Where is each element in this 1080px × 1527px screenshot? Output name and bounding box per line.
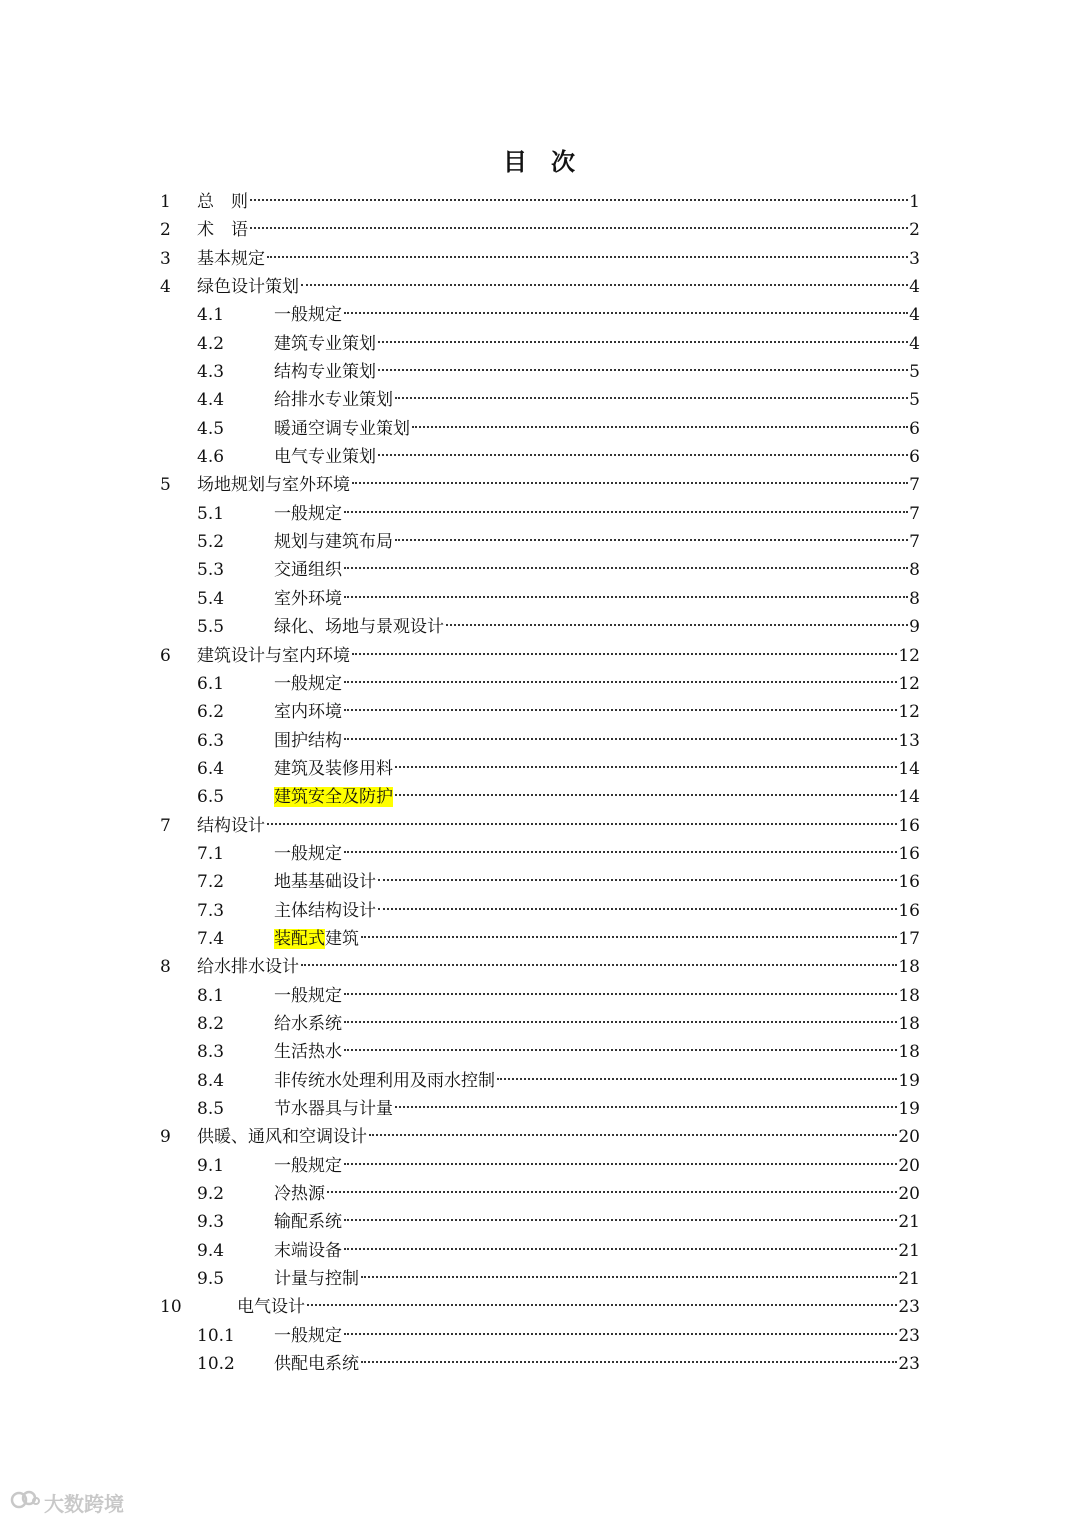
toc-entry-title: 给水系统 — [274, 1013, 342, 1034]
toc-number: 5.2 — [197, 532, 225, 553]
toc-section-row — [160, 1067, 920, 1095]
toc-section-row — [160, 982, 920, 1010]
toc-page-number: 7 — [909, 475, 920, 496]
toc-section-row — [160, 1010, 920, 1038]
toc-chapter-row — [160, 812, 920, 840]
toc-page-number: 12 — [898, 673, 920, 694]
toc-page-number: 23 — [898, 1325, 920, 1346]
toc-chapter-row — [160, 1123, 920, 1151]
toc-page-number: 17 — [898, 928, 920, 949]
toc-section-row — [160, 1152, 920, 1180]
toc-page-number: 20 — [898, 1127, 920, 1148]
toc-page-number: 16 — [898, 843, 920, 864]
dot-leader — [344, 567, 908, 569]
toc-page-number: 8 — [909, 588, 920, 609]
toc-entry-title: 节水器具与计量 — [274, 1099, 393, 1119]
dot-leader — [446, 624, 908, 626]
dot-leader — [267, 256, 908, 258]
toc-section-row — [160, 443, 920, 471]
toc-section-row — [160, 868, 920, 896]
dot-leader — [344, 738, 897, 740]
toc-entry-title: 电气设计 — [237, 1297, 305, 1318]
dot-leader — [344, 1049, 897, 1051]
toc-section-row — [160, 1095, 920, 1123]
toc-number: 4.5 — [197, 418, 225, 439]
toc-chapter-row — [160, 642, 920, 670]
toc-page-number: 19 — [898, 1099, 920, 1119]
toc-page-number: 16 — [898, 900, 920, 921]
toc-entry-title: 冷热源 — [274, 1184, 325, 1205]
toc-entry-title: 供配电系统 — [274, 1354, 359, 1375]
toc-number: 7.3 — [197, 900, 225, 921]
dot-leader — [352, 482, 908, 484]
dot-leader — [378, 908, 897, 910]
toc-entry-title: 一般规定 — [274, 843, 342, 864]
toc-number: 7 — [160, 815, 171, 836]
toc-entry-title: 建筑设计与室内环境 — [197, 645, 350, 666]
toc-page-number: 9 — [909, 617, 920, 638]
toc-page-number: 23 — [898, 1297, 920, 1318]
toc-entry-title: 一般规定 — [274, 985, 342, 1006]
toc-section-row — [160, 670, 920, 698]
toc-page-number: 16 — [898, 815, 920, 836]
dot-leader — [361, 1276, 897, 1278]
toc-number: 3 — [160, 248, 171, 269]
toc-chapter-row — [160, 245, 920, 273]
toc-section-row — [160, 1265, 920, 1293]
toc-section-row — [160, 1038, 920, 1066]
toc-number: 8 — [160, 957, 171, 978]
toc-entry-title: 规划与建筑布局 — [274, 532, 393, 553]
toc-number: 10.1 — [197, 1325, 235, 1346]
toc-entry-title: 生活热水 — [274, 1042, 342, 1063]
toc-entry-title: 总 则 — [197, 192, 248, 212]
toc-number: 8.1 — [197, 985, 225, 1006]
toc-number: 4 — [160, 277, 171, 298]
toc-number: 8.3 — [197, 1042, 225, 1063]
toc-number: 6.2 — [197, 702, 225, 723]
toc-section-row — [160, 358, 920, 386]
toc-number: 9 — [160, 1127, 171, 1148]
toc-section-row — [160, 840, 920, 868]
toc-section-row — [160, 386, 920, 414]
toc-page-number: 6 — [909, 447, 920, 468]
toc-entry-title: 一般规定 — [274, 305, 342, 326]
toc-section-row — [160, 727, 920, 755]
toc-number: 5.3 — [197, 560, 225, 581]
dot-leader — [344, 1163, 897, 1165]
toc-entry-title: 主体结构设计 — [274, 900, 376, 921]
toc-page-number: 12 — [898, 645, 920, 666]
toc-page-number: 4 — [909, 277, 920, 298]
toc-number: 9.5 — [197, 1269, 225, 1290]
dot-leader — [344, 1248, 897, 1250]
toc-number: 10 — [160, 1297, 182, 1318]
toc-number: 7.4 — [197, 928, 225, 949]
toc-number: 4.3 — [197, 362, 225, 383]
toc-page-number: 12 — [898, 702, 920, 723]
toc-entry-title: 末端设备 — [274, 1240, 342, 1261]
toc-chapter-row — [160, 953, 920, 981]
toc-chapter-row — [160, 1293, 920, 1321]
toc-number: 8.4 — [197, 1070, 225, 1091]
toc-page-number: 18 — [898, 957, 920, 978]
toc-number: 2 — [160, 220, 171, 241]
toc-section-row — [160, 556, 920, 584]
toc-entry-title: 围护结构 — [274, 730, 342, 751]
toc-number: 7.1 — [197, 843, 225, 864]
toc-entry-title: 一般规定 — [274, 503, 342, 524]
toc-page-number: 2 — [909, 220, 920, 241]
toc-number: 5.1 — [197, 503, 225, 524]
dot-leader — [378, 369, 908, 371]
dot-leader — [301, 284, 908, 286]
dot-leader — [267, 823, 897, 825]
toc-number: 8.2 — [197, 1013, 225, 1034]
toc-number: 9.1 — [197, 1155, 225, 1176]
toc-number: 9.2 — [197, 1184, 225, 1205]
dot-leader — [395, 397, 908, 399]
toc-section-row — [160, 500, 920, 528]
toc-number: 10.2 — [197, 1354, 235, 1375]
toc-number: 7.2 — [197, 872, 225, 893]
toc-page-number: 16 — [898, 872, 920, 893]
toc-page-number: 18 — [898, 985, 920, 1006]
toc-entry-title: 暖通空调专业策划 — [274, 418, 410, 439]
dot-leader — [344, 511, 908, 513]
toc-page-number: 20 — [898, 1155, 920, 1176]
toc-page-number: 21 — [898, 1240, 920, 1261]
dot-leader — [361, 936, 897, 938]
toc-entry-title: 电气专业策划 — [274, 447, 376, 468]
dot-leader — [327, 1191, 897, 1193]
toc-section-row — [160, 415, 920, 443]
highlighted-text: 建筑安全及防护 — [274, 787, 393, 808]
toc-page-number: 5 — [909, 390, 920, 411]
toc-entry-title: 基本规定 — [197, 248, 265, 269]
toc-number: 4.1 — [197, 305, 225, 326]
dot-leader — [378, 879, 897, 881]
toc-number: 1 — [160, 192, 171, 212]
toc-entry-title: 计量与控制 — [274, 1269, 359, 1290]
toc-entry-title: 一般规定 — [274, 1325, 342, 1346]
toc-section-row — [160, 897, 920, 925]
toc-number: 8.5 — [197, 1099, 225, 1119]
toc-entry-title: 场地规划与室外环境 — [197, 475, 350, 496]
toc-entry-title: 术 语 — [197, 220, 248, 241]
toc-entry-title: 室内环境 — [274, 702, 342, 723]
toc-section-row — [160, 698, 920, 726]
toc-number: 6 — [160, 645, 171, 666]
dot-leader — [395, 766, 897, 768]
toc-number: 5 — [160, 475, 171, 496]
toc-number: 4.6 — [197, 447, 225, 468]
toc-section-row — [160, 1322, 920, 1350]
toc-page-number: 21 — [898, 1212, 920, 1233]
dot-leader — [352, 653, 897, 655]
dot-leader — [344, 709, 897, 711]
toc-entry-title: 给水排水设计 — [197, 957, 299, 978]
toc-section-row — [160, 925, 920, 953]
dot-leader — [344, 851, 897, 853]
dot-leader — [395, 1106, 897, 1108]
toc-entry-title: 交通组织 — [274, 560, 342, 581]
toc-page-number: 14 — [898, 758, 920, 779]
dot-leader — [412, 426, 908, 428]
dot-leader — [344, 681, 897, 683]
toc-number: 6.1 — [197, 673, 225, 694]
toc-page-number: 8 — [909, 560, 920, 581]
dot-leader — [395, 794, 897, 796]
toc-number: 6.3 — [197, 730, 225, 751]
toc-entry-title: 结构专业策划 — [274, 362, 376, 383]
toc-page-number: 21 — [898, 1269, 920, 1290]
toc-number: 9.4 — [197, 1240, 225, 1261]
toc-section-row — [160, 1350, 920, 1378]
dot-leader — [378, 454, 908, 456]
toc-number: 6.4 — [197, 758, 225, 779]
toc-section-row — [160, 585, 920, 613]
dot-leader — [344, 1021, 897, 1023]
toc-section-row — [160, 755, 920, 783]
toc-page-number: 20 — [898, 1184, 920, 1205]
toc-entry-title: 供暖、通风和空调设计 — [197, 1127, 367, 1148]
toc-page-number: 1 — [909, 192, 920, 212]
toc-entry-title: 绿色设计策划 — [197, 277, 299, 298]
toc-entry-title: 给排水专业策划 — [274, 390, 393, 411]
toc-page-number: 3 — [909, 248, 920, 269]
dot-leader — [497, 1078, 897, 1080]
toc-chapter-row — [160, 216, 920, 244]
toc-number: 6.5 — [197, 787, 225, 808]
dot-leader — [378, 341, 908, 343]
toc-entry-title: 输配系统 — [274, 1212, 342, 1233]
dot-leader — [344, 1219, 897, 1221]
toc-entry-title: 室外环境 — [274, 588, 342, 609]
toc-section-row — [160, 783, 920, 811]
toc-entry-title: 结构设计 — [197, 815, 265, 836]
toc-section-row — [160, 1180, 920, 1208]
toc-entry-title: 装配式建筑 — [274, 928, 359, 949]
toc-section-row — [160, 301, 920, 329]
toc-page-number: 18 — [898, 1042, 920, 1063]
toc-entry-title: 一般规定 — [274, 673, 342, 694]
dot-leader — [250, 227, 908, 229]
toc-section-row — [160, 613, 920, 641]
toc-entry-title: 非传统水处理利用及雨水控制 — [274, 1070, 495, 1091]
toc-chapter-row — [160, 188, 920, 216]
dot-leader — [344, 993, 897, 995]
toc-page-number: 23 — [898, 1354, 920, 1375]
toc-page-number: 5 — [909, 362, 920, 383]
dot-leader — [307, 1304, 897, 1306]
toc-page-number: 14 — [898, 787, 920, 808]
watermark-text: 大数跨境 — [44, 1492, 124, 1516]
toc-page-number: 7 — [909, 532, 920, 553]
toc-entry-title: 一般规定 — [274, 1155, 342, 1176]
toc-page-number: 4 — [909, 305, 920, 326]
dot-leader — [395, 539, 908, 541]
dot-leader — [361, 1361, 897, 1363]
toc-entry-title: 建筑及装修用料 — [274, 758, 393, 779]
dot-leader — [369, 1134, 897, 1136]
page-title: 目 次 — [503, 147, 577, 176]
dot-leader — [344, 596, 908, 598]
toc-section-row — [160, 330, 920, 358]
toc-number: 5.4 — [197, 588, 225, 609]
toc-entry-title: 建筑专业策划 — [274, 333, 376, 354]
toc-number: 4.4 — [197, 390, 225, 411]
dot-leader — [344, 312, 908, 314]
toc-entry-title: 绿化、场地与景观设计 — [274, 617, 444, 638]
toc-section-row — [160, 528, 920, 556]
toc-chapter-row — [160, 471, 920, 499]
toc-page-number: 18 — [898, 1013, 920, 1034]
toc-page-number: 13 — [898, 730, 920, 751]
table-of-contents — [160, 188, 920, 1378]
toc-section-row — [160, 1237, 920, 1265]
toc-number: 4.2 — [197, 333, 225, 354]
toc-section-row — [160, 1208, 920, 1236]
toc-page-number: 4 — [909, 333, 920, 354]
dot-leader — [344, 1333, 897, 1335]
toc-number: 5.5 — [197, 617, 225, 638]
toc-page-number: 6 — [909, 418, 920, 439]
toc-entry-title — [274, 783, 393, 811]
toc-number: 9.3 — [197, 1212, 225, 1233]
watermark — [10, 1488, 124, 1517]
toc-page-number: 19 — [898, 1070, 920, 1091]
toc-entry-title: 地基基础设计 — [274, 872, 376, 893]
dot-leader — [301, 964, 897, 966]
highlighted-text: 装配式 — [274, 928, 325, 949]
toc-chapter-row — [160, 273, 920, 301]
dot-leader — [250, 199, 908, 201]
toc-page-number: 7 — [909, 503, 920, 524]
chat-bubbles-icon — [10, 1489, 40, 1516]
